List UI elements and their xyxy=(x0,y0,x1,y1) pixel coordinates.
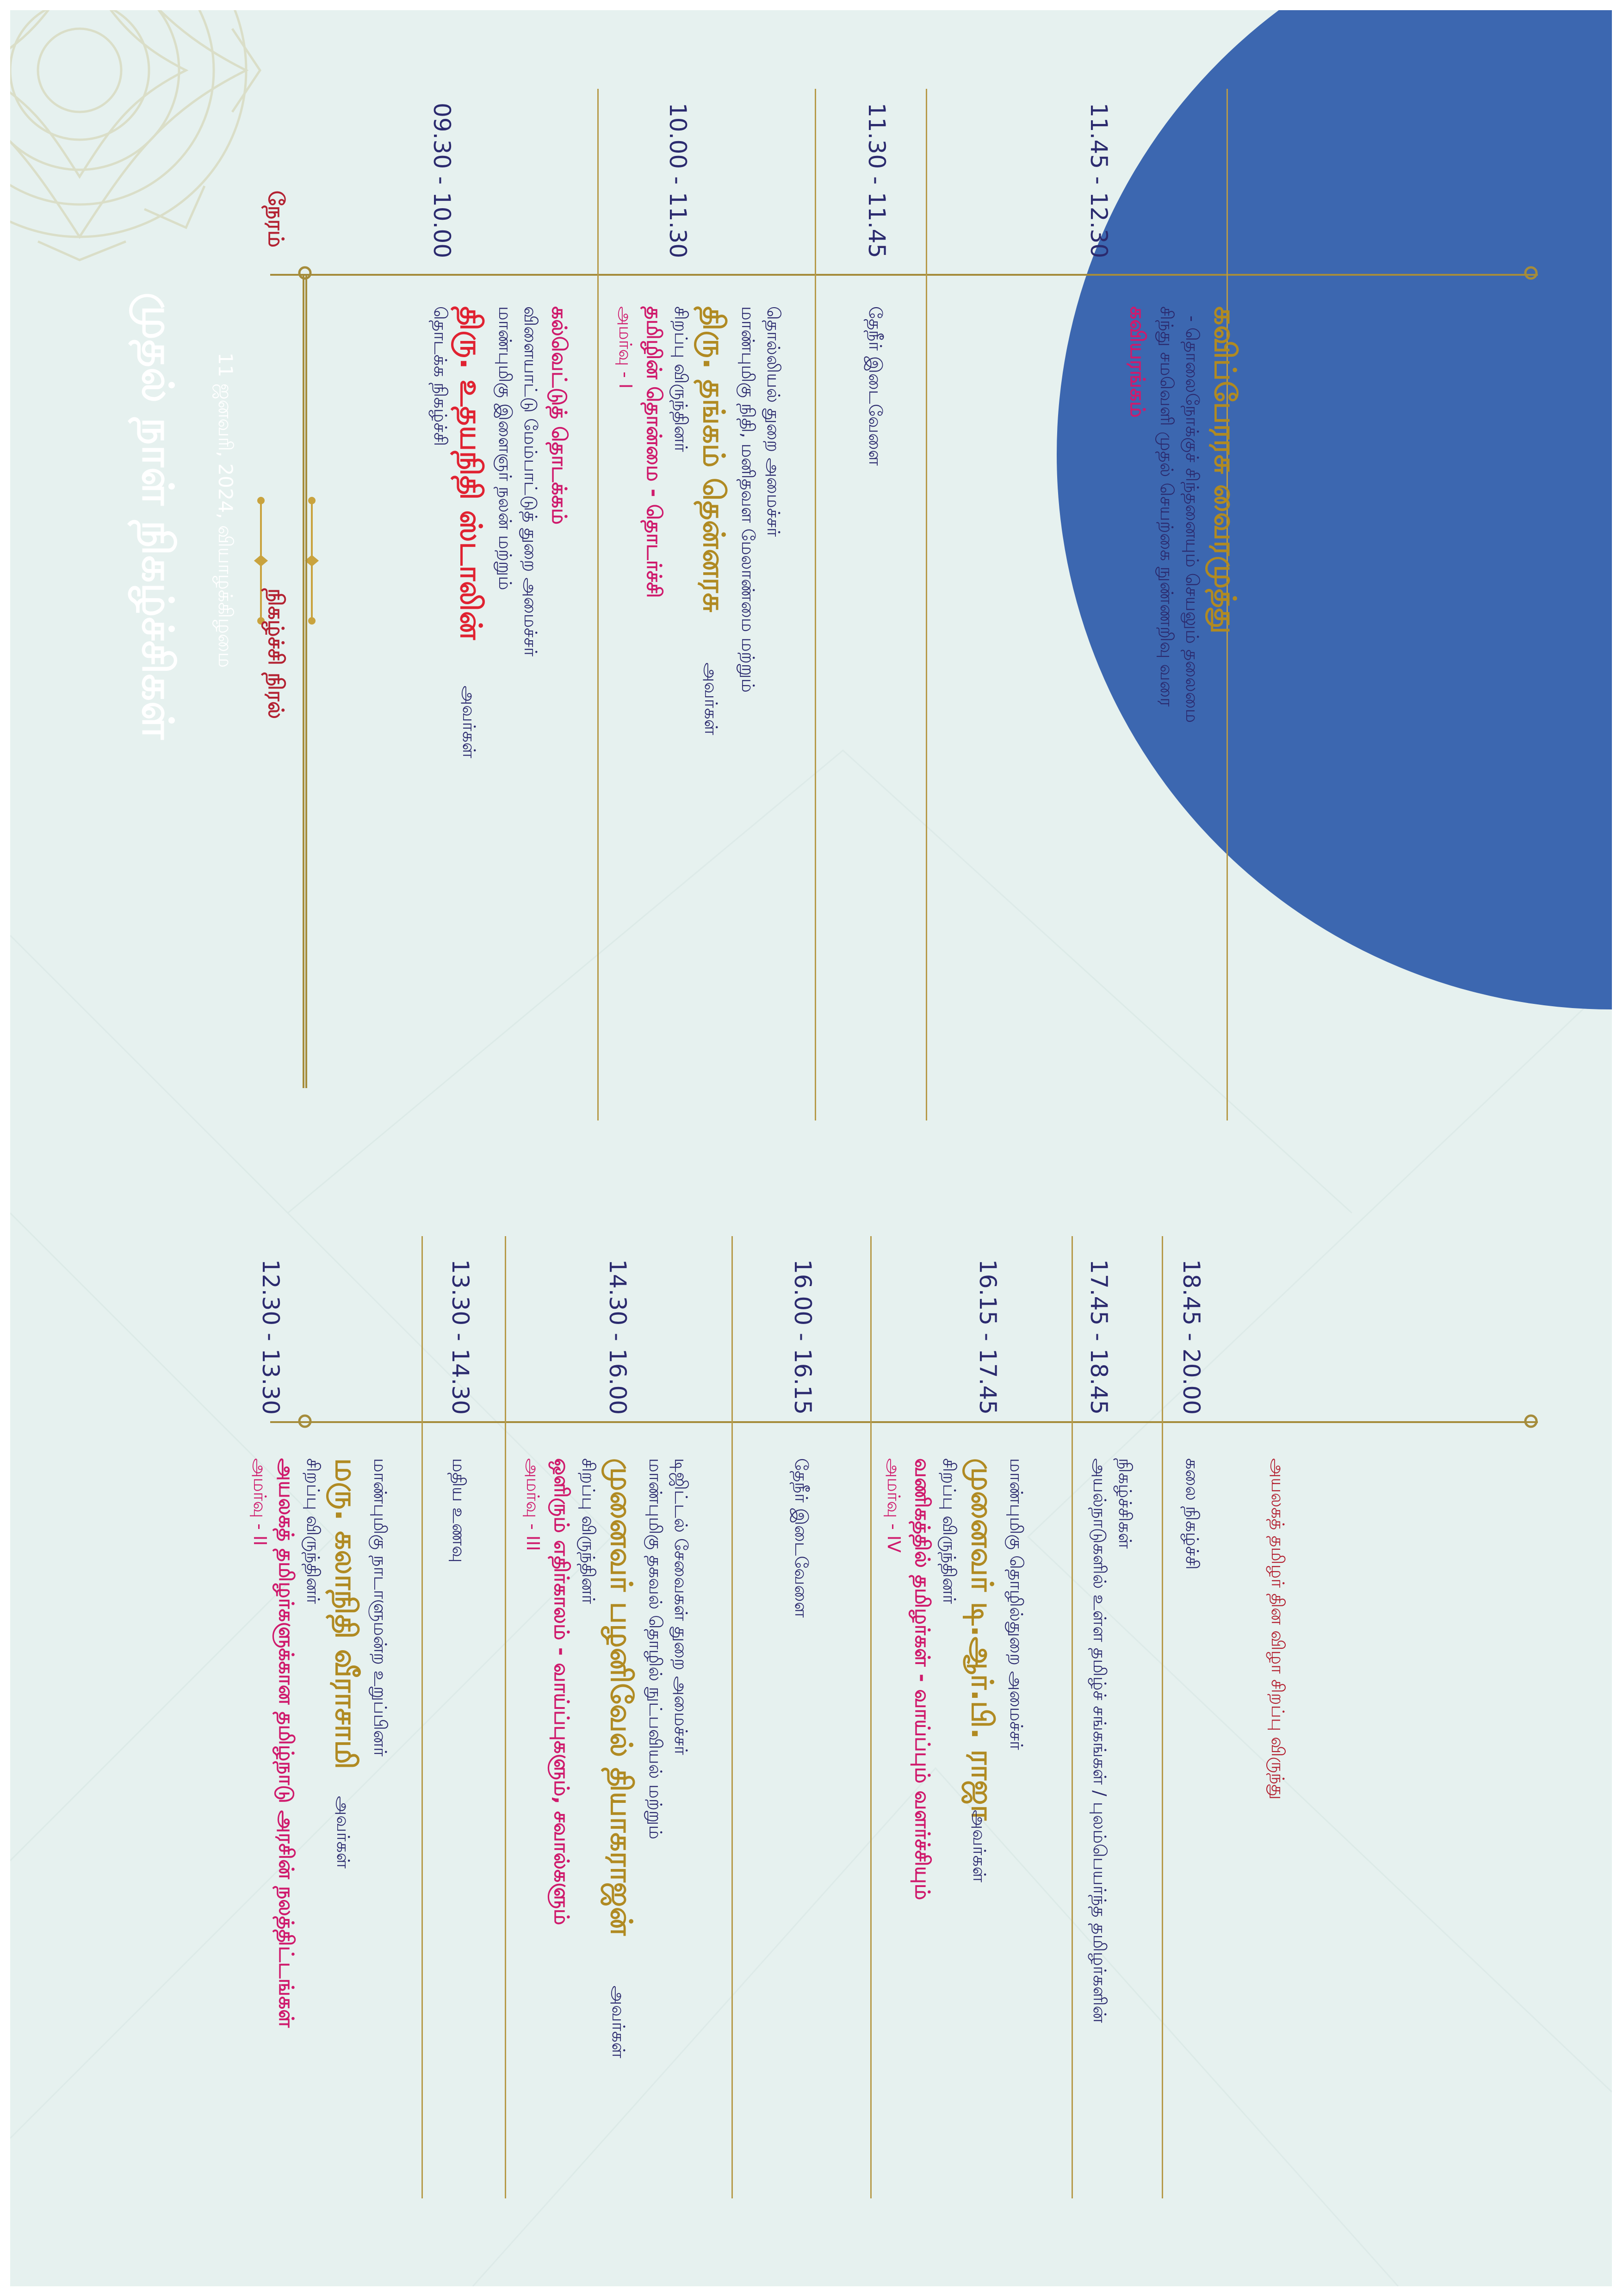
program-line: மாண்புமிகு நிதி, மனிதவள மேலாண்மை மற்றும் xyxy=(738,306,758,693)
program-line: அயல்நாடுகளில் உள்ள தமிழ்ச் சங்கங்கள் / புலம்பெயர்ந்த தமிழர்களின் xyxy=(1090,1458,1110,2023)
time-slot: 16.15 - 17.45 xyxy=(974,1259,1001,1415)
guest-name: முனைவர் பழனிவேல் தியாகராஜன் xyxy=(604,1458,638,1936)
program-line: மாண்புமிகு இளைஞர் நலன் மற்றும் xyxy=(495,306,515,590)
row-separator xyxy=(926,89,927,1120)
honorific: அவர்கள் xyxy=(701,662,721,736)
rule-end-ornament-icon xyxy=(1519,1412,1542,1430)
session-title: ஒளிரும் எதிர்காலம் - வாய்ப்புகளும், சவால்களும் xyxy=(550,1458,573,1925)
program-line: தேநீர் இடைவேளை xyxy=(791,1458,812,1618)
session-label: அமர்வு - III xyxy=(523,1458,543,1551)
session-title: அயலகத் தமிழர்களுக்கான தமிழ்நாடு அரசின் நலத்திட்டங்கள் xyxy=(274,1458,298,2028)
programme-page xyxy=(10,10,1612,2286)
program-line: சிறப்பு விருந்தினர் xyxy=(303,1458,323,1604)
program-line: மாண்புமிகு நாடாளுமன்ற உறுப்பினர் xyxy=(370,1458,390,1757)
column-header-program: நிகழ்ச்சி நிரல் xyxy=(264,588,289,719)
guest-name: மரு. கலாநிதி வீராசாமி xyxy=(328,1458,363,1770)
program-line: தேநீர் இடைவேளை xyxy=(865,306,886,466)
spine-line xyxy=(270,1421,1538,1423)
time-slot: 11.45 - 12.30 xyxy=(1085,103,1112,259)
time-slot: 09.30 - 10.00 xyxy=(428,103,455,259)
program-line: சிந்து சமவெளி முதல் செயற்கை நுண்ணறிவு வரை xyxy=(1157,306,1177,707)
program-line: மாண்புமிகு தொழில்துறை அமைச்சர் xyxy=(1006,1458,1027,1750)
honorific: அவர்கள் xyxy=(969,1810,990,1883)
row-separator xyxy=(421,1236,423,2198)
program-line: சிறப்பு விருந்தினர் xyxy=(671,306,691,452)
rule-end-ornament-icon xyxy=(1519,264,1542,282)
time-slot: 10.00 - 11.30 xyxy=(664,103,691,259)
rule-end-ornament-icon xyxy=(293,1412,316,1430)
time-slot: 12.30 - 13.30 xyxy=(257,1259,284,1415)
program-line: சிறப்பு விருந்தினர் xyxy=(578,1458,599,1604)
row-separator xyxy=(870,1236,872,2198)
guest-name: திரு. உதயநிதி ஸ்டாலின் xyxy=(453,306,488,640)
program-line: விளையாட்டு மேம்பாட்டுத் துறை அமைச்சர் xyxy=(520,306,541,656)
time-slot: 11.30 - 11.45 xyxy=(863,103,890,259)
program-line: தொடக்க நிகழ்ச்சி xyxy=(430,306,451,446)
time-slot: 16.00 - 16.15 xyxy=(789,1259,816,1415)
program-line: மாண்புமிகு தகவல் தொழில் நுட்பவியல் மற்றும் xyxy=(645,1458,666,1839)
column-header-time: நேரம் xyxy=(264,191,289,248)
program-line: நிகழ்ச்சிகள் xyxy=(1115,1458,1135,1549)
row-separator xyxy=(505,1236,506,2198)
page-title: முதல் நாள் நிகழ்ச்சிகள் xyxy=(133,292,182,740)
session-label: அமர்வு - IV xyxy=(884,1458,904,1553)
program-line: தொல்லியல் துறை அமைச்சர் xyxy=(763,306,784,537)
honorific: அவர்கள் xyxy=(608,1986,629,2059)
spine-line xyxy=(270,274,1538,276)
program-line: அயலகத் தமிழர் தின விழா சிறப்பு விருந்து xyxy=(1268,1458,1288,1800)
row-separator xyxy=(597,89,599,1120)
time-slot: 14.30 - 16.00 xyxy=(604,1259,631,1415)
event-date: 11 ஜனவரி, 2024, வியாழக்கிழமை xyxy=(214,353,237,668)
program-line: கலை நிகழ்ச்சி xyxy=(1182,1458,1202,1570)
program-line: டிஜிட்டல் சேவைகள் துறை அமைச்சர் xyxy=(671,1458,691,1755)
schedule-stage xyxy=(10,10,1612,2286)
row-separator xyxy=(1162,1236,1163,2198)
row-separator xyxy=(1072,1236,1073,2198)
guest-name: முனைவர் டி.ஆர்.பி. ராஜா xyxy=(965,1458,999,1820)
program-line: மதிய உணவு xyxy=(449,1458,469,1563)
left-rule xyxy=(305,274,307,1088)
session-label: அமர்வு - I xyxy=(615,306,636,389)
honorific: அவர்கள் xyxy=(333,1796,353,1869)
time-slot: 13.30 - 14.30 xyxy=(447,1259,474,1415)
honorific: அவர்கள் xyxy=(459,686,479,759)
program-line: கல்வெட்டுத் தொடக்கம் xyxy=(547,306,571,525)
program-line: சிறப்பு விருந்தினர் xyxy=(939,1458,960,1604)
session-title: தமிழின் தொன்மை - தொடர்ச்சி xyxy=(642,306,666,598)
left-rule xyxy=(303,274,304,1088)
time-slot: 17.45 - 18.45 xyxy=(1085,1259,1112,1415)
time-slot: 18.45 - 20.00 xyxy=(1178,1259,1205,1415)
row-separator xyxy=(731,1236,733,2198)
rule-end-ornament-icon xyxy=(293,264,316,282)
session-title: கவியரங்கம் xyxy=(1126,306,1149,418)
row-separator xyxy=(815,89,816,1120)
session-title: வணிகத்தில் தமிழர்கள் - வாய்ப்பும் வளர்ச்சியும் xyxy=(911,1458,934,1900)
guest-name: திரு. தங்கம் தென்னரசு xyxy=(696,306,731,613)
program-line: - தொலைநோக்குச் சிந்தனையும் செயலும் தலைமை xyxy=(1182,316,1202,723)
session-label: அமர்வு - II xyxy=(250,1458,270,1546)
guest-name: கவிப்பேரரசு வைரமுத்து xyxy=(1208,306,1242,634)
